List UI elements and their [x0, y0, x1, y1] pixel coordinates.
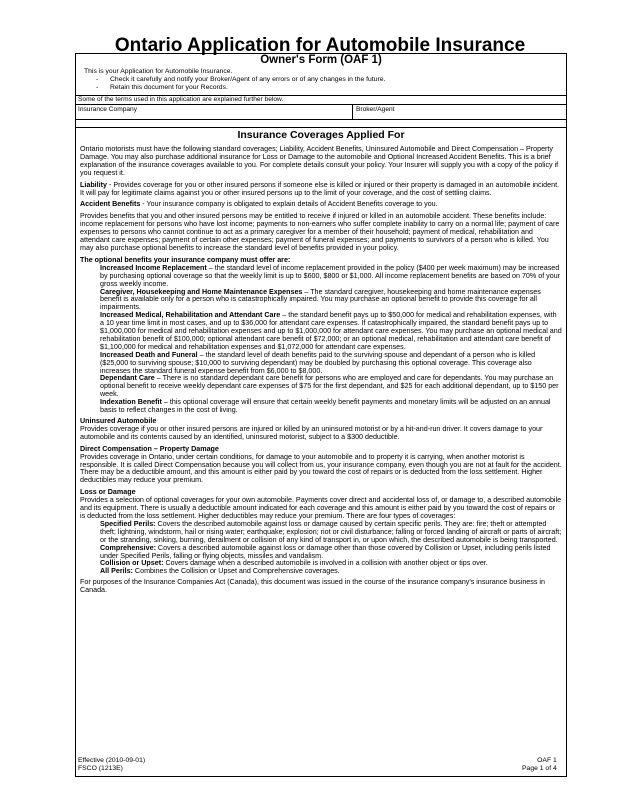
benefits-paragraph: Provides benefits that you and other insured persons may be entitled to receive if injured or killed in an automobile accident. These benefits include: income replacement for persons who have lost income; payments to non-earners who suffer complete inability to carry on a normal life; payment of care expenses to persons who cannot continue to act as a primary caregiver for a member of their household; payment of medical, rehabilitation and attendant care expenses; payment of certain other expenses; payment of funeral expenses; and payments to survivors of a person who is killed. You may also purchase optional benefits to increase the standard level of benefits provided in your policy. [80, 212, 560, 252]
liability-text: - Provides coverage for you or other insured persons if someone else is killed or injured or their property is damaged in an automobile incident. It will pay for legitimate claims against you or other insured persons up to the limit of your coverage, and the cost of settling claims. [80, 180, 560, 197]
item-term: Indexation Benefit [100, 398, 162, 407]
list-item [100, 545, 562, 561]
loss-text: Provides a selection of optional coverages for your own automobile. Payments cover direct and accidental loss of, or damage to, a described automobile and its equipment. There is usually a deductible amount indicated for each coverage and this amount is either paid by you toward the cost of repairs or is deducted from the loss settlement. Higher deductibles may reduce your premium. There are four types of coverages: [80, 496, 562, 520]
dcpd-heading: Direct Compensation – Property Damage [80, 444, 219, 453]
item-text: Combines the Collision or Upset and Comprehensive coverages. [132, 567, 340, 576]
section-title: Insurance Coverages Applied For [237, 129, 405, 141]
loss-list [80, 521, 562, 576]
footer-left [78, 757, 145, 773]
list-item [100, 265, 562, 289]
form-code: OAF 1 [537, 757, 557, 764]
item-text: – the standard level of income replacement provided in the policy ($400 per week maximum) may be increased by purchasing optional coverage so that the weekly limit is up to $600, $800 or $1,000. All income replacement benefits are based on 70% of your gross weekly income. [100, 263, 561, 288]
closing-note: For purposes of the Insurance Companies Act (Canada), this document was issued in the course of the insurance company's insurance business in Canada. [80, 578, 545, 595]
item-term: Collision or Upset: [100, 559, 164, 568]
list-item [100, 375, 562, 399]
coverage-intro: Ontario motorists must have the following standard coverages; Liability, Accident Benefits, Uninsured Automobile and Direct Compensation – Property Damage. You may also purchase additional insurance for Loss or Damage to the automobile and Optional Increased Accident Benefits. This is a brief explanation of the insurance coverages available to you. For complete details consult your policy. Your Insurer will supply you with a copy of the policy if you request it. [80, 145, 559, 177]
item-term: Increased Income Replacement [100, 263, 207, 272]
terms-note: Some of the terms used in this application are explained further below. [76, 95, 566, 105]
item-text: Covers damage when a described automobile is involved in a collision with another object or tips over. [163, 559, 488, 568]
item-term: Dependant Care [100, 374, 155, 383]
form-header [76, 54, 566, 96]
form-frame [75, 53, 567, 777]
list-item: - Check it carefully and notify your Broker/Agent of any errors or of any changes in the future. [96, 76, 385, 84]
intro-text: This is your Application for Automobile Insurance. [84, 68, 233, 75]
item-text: – There is no standard dependant care benefit for persons who are employed and care for dependants. You may purchase an optional benefit to receive weekly dependant care expenses of $75 for the first dependant, and $25 for each additional dependant, up to $150 per week. [100, 374, 559, 399]
item-text: – The standard caregiver, housekeeping and home maintenance expenses benefit is available only for a person who is catastrophically impaired. You may purchase an optional benefit to provide this coverage for all impairments. [100, 287, 541, 312]
item-term: Specified Perils: [100, 519, 156, 528]
instructions-list [96, 76, 385, 92]
list-item: - Retain this document for your Records. [96, 84, 385, 92]
item-term: All Perils: [100, 567, 133, 576]
form-subtitle: Owner's Form (OAF 1) [260, 54, 382, 66]
footer-right [522, 757, 557, 773]
optional-heading: The optional benefits your insurance company must offer are: [80, 255, 291, 264]
list-item [100, 312, 562, 352]
uninsured-heading: Uninsured Automobile [80, 417, 157, 425]
loss-heading: Loss or Damage [80, 488, 136, 497]
accident-term: Accident Benefits [80, 200, 141, 209]
coverage-section [80, 126, 562, 599]
page-title: Ontario Application for Automobile Insurance [114, 35, 526, 56]
liability-term: Liability [80, 180, 107, 189]
item-text: Covers a described automobile against loss or damage other than those covered by Collision or Upset, including perils listed under Specified Perils, falling or flying objects, missiles and vandalism. [100, 543, 551, 560]
item-text: – the standard level of death benefits paid to the surviving spouse and dependant of a person who is killed ($25,000 to surviving spouse; $10,000 to surviving dependant) may be doubled by purchasing this optional coverage. This coverage also increases the standard funeral expense benefit from $6,000 to $8,000. [100, 350, 536, 375]
uninsured-text: Provides coverage if you or other insured persons are injured or killed by an uninsured motorist or by a hit-and-run driver. It covers damage to your automobile and its contents caused by an identified, uninsured motorist, subject to a $300 deductible. [80, 424, 543, 441]
fsco-code: FSCO (1213E) [78, 765, 123, 772]
list-item [100, 352, 562, 376]
insurance-company-label: Insurance Company [78, 106, 138, 113]
effective-date: Effective (2010-09-01) [78, 757, 146, 764]
item-text: – the standard benefit pays up to $50,000 for medical and rehabilitation expenses, with a 10 year time limit in most cases, and up to $36,000 for attendant care expenses. If catastrophically impaired, the standard benefit pays up to $1,000,000 for medical and rehabilitation expenses and up to $1,000,000 for attendant care expenses. You may purchase an optional medical and rehabilitation benefit of $100,000; optional attendant care benefit of $72,000; or an optional medical, rehabilitation and attendant care benefit of $1,100,000 for medical and rehabilitation expenses and $1,072,000 for attendant care expenses. [100, 311, 562, 351]
item-text: – this optional coverage will ensure that certain weekly benefit payments and monetary limits will be adjusted on an annual basis to reflect changes in the cost of living. [100, 398, 551, 415]
party-row [76, 105, 566, 120]
dcpd-text: Provides coverage in Ontario, under certain conditions, for damage to your automobile and to property it is carrying, when another motorist is responsible. It is called Direct Compensation because you will collect from us, your insurance company, even though you are not at fault for the accident. There may be a deductible amount, and this amount is either paid by you toward the cost of repairs or is deducted from the loss settlement. Higher deductibles may reduce your premium. [80, 452, 562, 485]
list-item [100, 399, 562, 415]
list-item [100, 521, 562, 545]
item-term: Comprehensive: [100, 543, 156, 552]
item-term: Increased Medical, Rehabilitation and Attendant Care [100, 311, 281, 320]
optional-list [80, 265, 562, 415]
item-text: Covers the described automobile against loss or damage caused by certain specific perils. They are: fire; theft or attempted theft; lightning, windstorm, hail or rising water; earthquake; explosion; riot or civil disturbance; falling or forced landing of aircraft or parts of aircraft; or the stranding, sinking, burning, derailment or collision of any kind of transport in, or upon which, the described automobile is being transported. [100, 519, 562, 544]
item-term: Increased Death and Funeral [100, 350, 198, 359]
liability-paragraph [80, 182, 562, 198]
accident-text: - Your insurance company is obligated to explain details of Accident Benefits coverage to you. [140, 200, 438, 209]
divider [352, 105, 353, 119]
list-item [100, 568, 562, 576]
accident-paragraph [80, 201, 562, 209]
item-term: Caregiver, Housekeeping and Home Maintenance Expenses [100, 287, 303, 296]
page-number: Page 1 of 4 [522, 765, 557, 772]
list-item [100, 289, 562, 313]
broker-agent-label: Broker/Agent [356, 106, 395, 113]
